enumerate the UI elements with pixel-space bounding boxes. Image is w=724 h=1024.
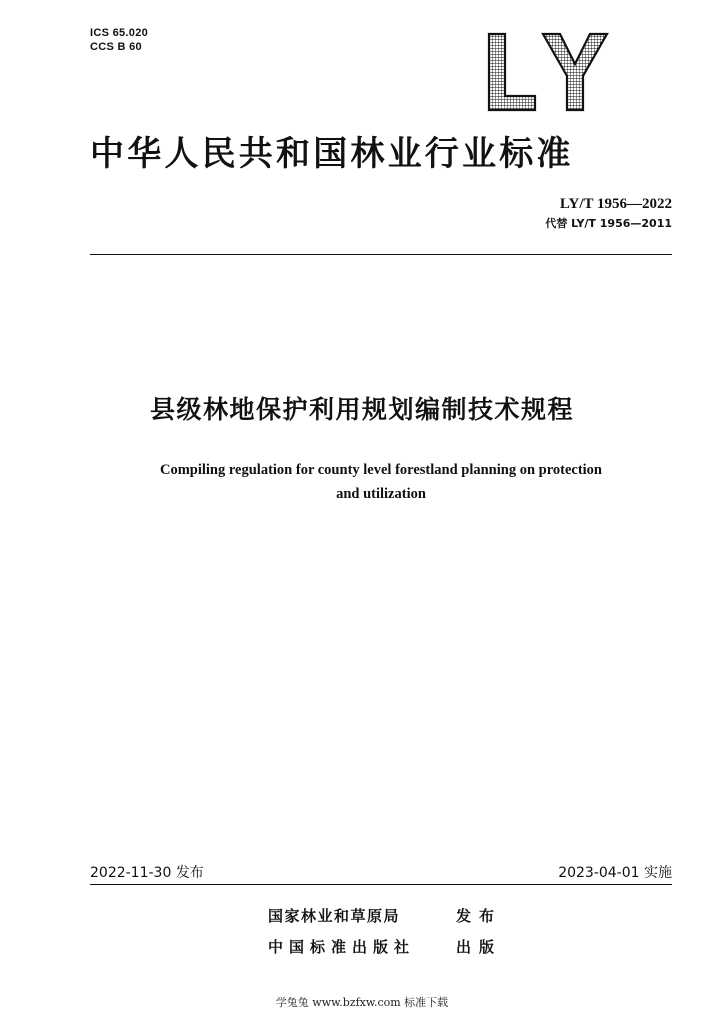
chinese-title: 县级林地保护利用规划编制技术规程 bbox=[149, 395, 574, 424]
english-title-line-2: and utilization bbox=[336, 486, 426, 502]
english-title-line-1: Compiling regulation for county level forestland planning on protection bbox=[159, 462, 603, 478]
publishing-action: 出版 bbox=[456, 938, 503, 956]
ccs-code: CCS B 60 bbox=[90, 41, 142, 53]
standard-number: LY/T 1956—2022 bbox=[559, 196, 672, 212]
english-title bbox=[0, 458, 724, 506]
standard-category-title: 中华人民共和国林业行业标准 bbox=[90, 134, 574, 174]
top-divider bbox=[90, 254, 672, 255]
implementation-date: 2023-04-01 实施 bbox=[558, 865, 672, 881]
classification-codes bbox=[90, 26, 148, 54]
issuing-action: 发布 bbox=[456, 907, 503, 925]
publishing-organization: 中国标准出版社 bbox=[268, 938, 416, 956]
ics-code: ICS 65.020 bbox=[90, 27, 149, 39]
issue-date: 2022-11-30 发布 bbox=[90, 865, 204, 881]
issuing-organization: 国家林业和草原局 bbox=[268, 907, 401, 925]
replaced-standard: 代替 LY/T 1956—2011 bbox=[545, 217, 672, 230]
publisher-row-issuer bbox=[0, 906, 724, 928]
bottom-divider bbox=[90, 884, 672, 885]
footer-watermark: 学兔兔 www.bzfxw.com 标准下载 bbox=[275, 996, 449, 1009]
publisher-row-press bbox=[0, 937, 724, 959]
ly-logo bbox=[483, 30, 613, 115]
